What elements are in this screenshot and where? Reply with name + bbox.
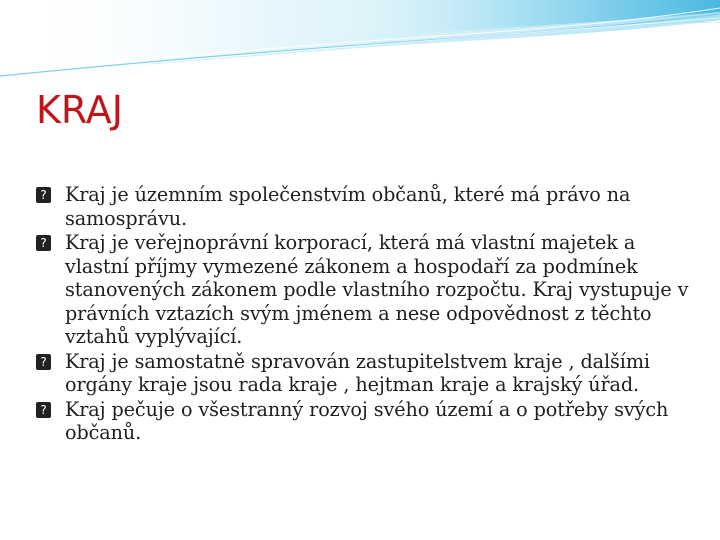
- bullet-item: [36, 398, 696, 445]
- replacement-character-icon: ?: [36, 354, 51, 370]
- bullet-text: Kraj pečuje o všestranný rozvoj svého území a o potřeby svých občanů.: [65, 397, 669, 444]
- slide-title: KRAJ: [36, 88, 123, 132]
- bullet-item: [36, 183, 696, 230]
- bullet-item: [36, 350, 696, 397]
- decorative-wave-header: [0, 0, 720, 90]
- bullet-text: Kraj je veřejnoprávní korporací, která má vlastní majetek a vlastní příjmy vymezené zákonem a hospodaří za podmínek stanovených zákonem podle vlastního rozpočtu. Kraj vystupuje v právních vztazích svým jménem a nese odpovědnost z těchto vztahů vyplývající.: [65, 231, 689, 348]
- replacement-character-icon: ?: [36, 402, 51, 418]
- bullet-item: [36, 231, 696, 349]
- bullet-list: [36, 183, 696, 446]
- bullet-text: Kraj je územním společenstvím občanů, které má právo na samosprávu.: [65, 183, 631, 230]
- replacement-character-icon: ?: [36, 235, 51, 251]
- replacement-character-icon: ?: [36, 187, 51, 203]
- bullet-text: Kraj je samostatně spravován zastupitelstvem kraje , dalšími orgány kraje jsou rada kraje , hejtman kraje a krajský úřad.: [65, 349, 650, 396]
